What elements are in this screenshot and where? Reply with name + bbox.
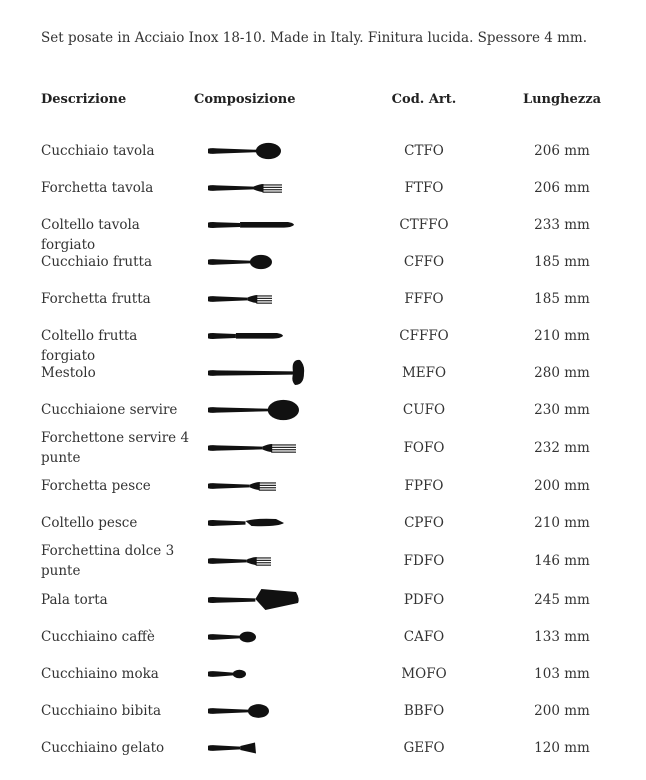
row-description: Coltello tavola forgiato (41, 217, 140, 253)
row-code: GEFO (403, 740, 445, 756)
row-length: 210 mm (534, 328, 590, 344)
table-fork-icon (207, 171, 317, 205)
fish-knife-icon (207, 506, 317, 540)
row-length: 200 mm (534, 703, 590, 719)
row-length: 230 mm (534, 402, 590, 418)
row-description: Coltello frutta forgiato (41, 328, 138, 364)
row-description: Cucchiaino moka (41, 666, 159, 682)
row-code: CUFO (402, 402, 446, 418)
row-length: 120 mm (534, 740, 590, 756)
row-description: Forchetta tavola (41, 180, 154, 196)
row-code: FPFO (404, 478, 444, 494)
header-length: Lunghezza (522, 92, 602, 107)
row-code: FOFO (403, 440, 445, 456)
row-description: Forchettina dolce 3 punte (41, 543, 175, 579)
row-length: 200 mm (534, 478, 590, 494)
drink-spoon-icon (207, 694, 317, 728)
coffee-spoon-icon (207, 620, 317, 654)
serving-spoon-icon (207, 393, 317, 427)
row-length: 210 mm (534, 515, 590, 531)
row-code: CTFO (404, 143, 444, 159)
serving-fork-icon (207, 431, 317, 465)
row-description: Coltello pesce (41, 515, 138, 531)
dessert-fork-icon (207, 544, 317, 578)
row-code: FDFO (403, 553, 445, 569)
ladle-icon (207, 356, 317, 390)
fruit-spoon-icon (207, 245, 317, 279)
row-code: CTFFO (399, 217, 449, 233)
header-composition: Composizione (194, 92, 296, 107)
row-length: 185 mm (534, 291, 590, 307)
fruit-knife-icon (207, 319, 317, 353)
header-description: Descrizione (41, 92, 127, 107)
row-description: Pala torta (41, 592, 108, 608)
table-spoon-icon (207, 134, 317, 168)
row-code: FTFO (404, 180, 444, 196)
row-code: BBFO (403, 703, 445, 719)
row-description: Forchettone servire 4 punte (41, 430, 190, 466)
row-code: CPFO (404, 515, 444, 531)
row-code: MEFO (401, 365, 447, 381)
table-knife-icon (207, 208, 317, 242)
row-length: 133 mm (534, 629, 590, 645)
row-description: Cucchiaino caffè (41, 629, 155, 645)
row-description: Cucchiaio frutta (41, 254, 152, 270)
row-description: Cucchiaio tavola (41, 143, 155, 159)
row-description: Forchetta pesce (41, 478, 151, 494)
row-length: 232 mm (534, 440, 590, 456)
row-length: 245 mm (534, 592, 590, 608)
row-code: MOFO (401, 666, 447, 682)
row-code: CFFFO (399, 328, 449, 344)
row-code: CFFO (403, 254, 445, 270)
ice-cream-spoon-icon (207, 731, 317, 765)
row-length: 280 mm (534, 365, 590, 381)
row-length: 185 mm (534, 254, 590, 270)
fish-fork-icon (207, 469, 317, 503)
fruit-fork-icon (207, 282, 317, 316)
moka-spoon-icon (207, 657, 317, 691)
cake-server-icon (207, 583, 317, 617)
row-code: PDFO (403, 592, 445, 608)
row-description: Cucchiaino gelato (41, 740, 165, 756)
intro-text: Set posate in Acciaio Inox 18-10. Made in Italy. Finitura lucida. Spessore 4 mm. (41, 30, 588, 46)
row-length: 146 mm (534, 553, 590, 569)
row-description: Forchetta frutta (41, 291, 151, 307)
row-description: Cucchiaione servire (41, 402, 178, 418)
row-length: 206 mm (534, 180, 590, 196)
row-code: CAFO (403, 629, 445, 645)
header-code: Cod. Art. (391, 92, 457, 107)
row-code: FFFO (404, 291, 444, 307)
row-length: 233 mm (534, 217, 590, 233)
row-description: Cucchiaino bibita (41, 703, 162, 719)
row-length: 103 mm (534, 666, 590, 682)
row-length: 206 mm (534, 143, 590, 159)
row-description: Mestolo (41, 365, 96, 381)
